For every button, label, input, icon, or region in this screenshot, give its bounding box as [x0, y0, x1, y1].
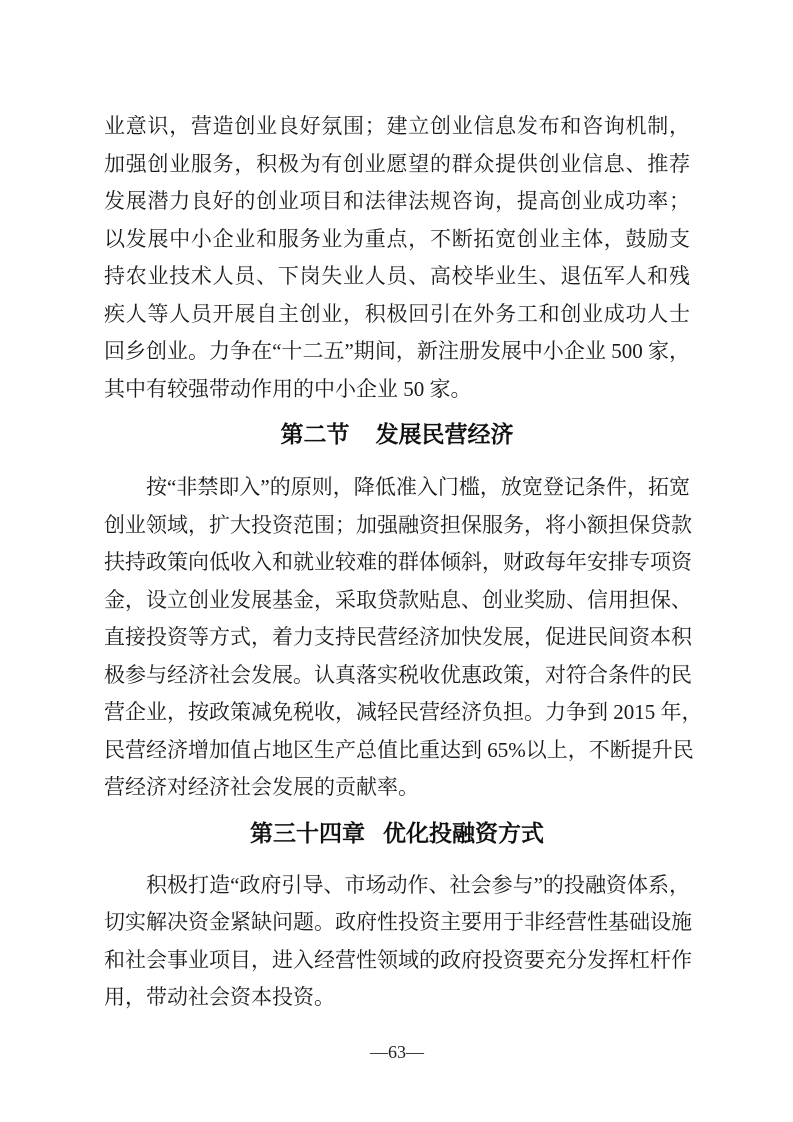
- text-line: 创业领域，扩大投资范围；加强融资担保服务，将小额担保贷款: [104, 512, 692, 537]
- section-heading-title: 发展民营经济: [375, 422, 514, 447]
- text-line: 疾人等人员开展自主创业，积极回引在外务工和创业成功人士: [104, 301, 690, 326]
- text-line: 加强创业服务，积极为有创业愿望的群众提供创业信息、推荐: [104, 151, 690, 176]
- paragraph-investment-financing: [104, 867, 690, 1017]
- text-line: 发展潜力良好的创业项目和法律法规咨询，提高创业成功率；: [104, 189, 690, 213]
- text-line: 用，带动社会资本投资。: [104, 985, 335, 1009]
- chapter-heading: [104, 815, 690, 853]
- paragraph-develop-private-economy: [104, 469, 703, 807]
- text-line: 切实解决资金紧缺问题。政府性投资主要用于非经营性基础设施: [104, 910, 692, 934]
- text-line: 极参与经济社会发展。认真落实税收优惠政策，对符合条件的民: [104, 662, 692, 687]
- chapter-heading-number: 第三十四章: [250, 820, 365, 846]
- text-line: 扶持政策向低收入和就业较难的群体倾斜，财政每年安排专项资: [104, 550, 692, 574]
- section-heading: [104, 416, 690, 454]
- text-line: 回乡创业。力争在“十二五”期间，新注册发展中小企业 500 家，: [104, 339, 690, 363]
- text-line: 营企业，按政策减免税收，减轻民营经济负担。力争到 2015 年，: [104, 700, 703, 724]
- text-line: 营经济对经济社会发展的贡献率。: [104, 775, 419, 799]
- text-line: 金，设立创业发展基金，采取贷款贴息、创业奖励、信用担保、: [104, 587, 692, 612]
- text-line: 业意识，营造创业良好氛围；建立创业信息发布和咨询机制，: [104, 114, 690, 138]
- text-line: 民营经济增加值占地区生产总值比重达到 65%以上，不断提升民: [104, 737, 694, 762]
- text-line: 直接投资等方式，着力支持民营经济加快发展，促进民间资本积: [104, 625, 692, 649]
- text-line: 和社会事业项目，进入经营性领域的政府投资要充分发挥杠杆作: [104, 947, 692, 972]
- text-line: 持农业技术人员、下岗失业人员、高校毕业生、退伍军人和残: [104, 264, 690, 288]
- text-line: 积极打造“政府引导、市场动作、社会参与”的投融资体系，: [104, 872, 690, 897]
- chapter-heading-title: 优化投融资方式: [383, 820, 544, 846]
- text-line: 其中有较强带动作用的中小企业 50 家。: [104, 376, 472, 401]
- text-line: 以发展中小企业和服务业为重点，不断拓宽创业主体，鼓励支: [104, 226, 690, 251]
- section-heading-number: 第二节: [280, 422, 350, 447]
- paragraph-entrepreneurship-continuation: [104, 108, 690, 408]
- page-number: —63—: [370, 1041, 424, 1062]
- text-line: 按“非禁即入”的原则，降低准入门槛，放宽登记条件，拓宽: [104, 475, 690, 499]
